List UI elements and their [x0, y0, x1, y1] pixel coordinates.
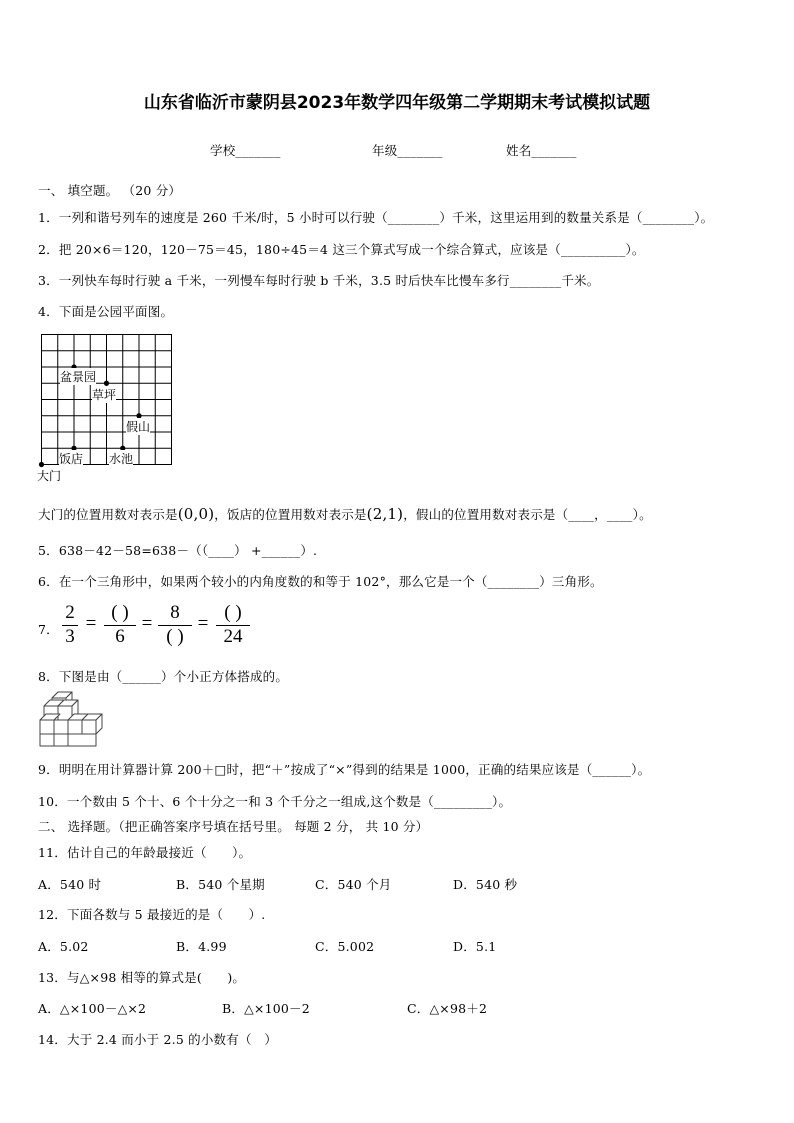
q12-option-d: D．5.1: [453, 939, 497, 954]
question-7-label: 7．: [38, 622, 59, 637]
q13-option-b: B．△×100－2: [222, 1001, 310, 1016]
frac1-numerator: 2: [65, 602, 75, 623]
q4-pair-gate: (0,0): [177, 505, 215, 523]
equals-1: =: [85, 613, 97, 634]
map-label-restaurant: 饭店: [59, 452, 84, 466]
name-field: 姓名_______: [506, 143, 577, 158]
equals-3: =: [197, 613, 209, 634]
q12-option-b: B．4.99: [176, 939, 227, 954]
question-6: 6．在一个三角形中，如果两个较小的内角度数的和等于 102°，那么它是一个（________）三角形。: [38, 574, 603, 589]
question-13: 13．与△×98 相等的算式是( )。: [38, 970, 246, 985]
map-label-bonsai: 盆景园: [60, 370, 97, 384]
page-title: 山东省临沂市蒙阴县2023年数学四年级第二学期期末考试模拟试题: [143, 93, 651, 113]
frac1-denominator: 3: [65, 626, 75, 647]
q4-text-mid: ，饭店的位置用数对表示是: [214, 507, 367, 522]
question-14: 14．大于 2.4 而小于 2.5 的小数有（ ）: [38, 1032, 278, 1047]
map-label-rockery: 假山: [126, 420, 151, 434]
frac2-numerator: ( ): [111, 602, 129, 623]
frac3-numerator: 8: [170, 602, 180, 623]
q13-option-c: C．△×98＋2: [407, 1001, 488, 1016]
q4-text-post: ，假山的位置用数对表示是（____，____）。: [403, 507, 652, 522]
q11-option-a: A．540 时: [38, 877, 102, 892]
q11-option-d: D．540 秒: [453, 877, 518, 892]
question-2: 2．把 20×6＝120，120－75＝45，180÷45＝4 这三个算式写成一个综合算式，应该是（__________）。: [38, 242, 645, 257]
map-label-lawn: 草坪: [92, 388, 117, 402]
frac4-denominator: 24: [223, 626, 243, 647]
section1-heading: 一、 填空题。 （20 分）: [38, 183, 182, 198]
q4-text-pre: 大门的位置用数对表示是: [38, 507, 178, 522]
map-label-gate: 大门: [37, 469, 62, 483]
question-12: 12．下面各数与 5 最接近的是（ ）.: [38, 907, 266, 922]
grade-field: 年级_______: [372, 143, 443, 158]
q12-option-a: A．5.02: [38, 939, 89, 954]
frac4-numerator: ( ): [224, 602, 242, 623]
q11-option-b: B．540 个星期: [176, 877, 265, 892]
question-10: 10．一个数由 5 个十、6 个十分之一和 3 个千分之一组成,这个数是（_________）。: [38, 794, 512, 809]
question-5: 5．638－42－58=638－（（____） +______）.: [38, 543, 318, 558]
park-map: [36, 332, 176, 482]
question-4: 4．下面是公园平面图。: [38, 304, 174, 319]
q13-option-a: A．△×100－△×2: [38, 1001, 147, 1016]
q11-option-c: C．540 个月: [315, 877, 392, 892]
school-field: 学校_______: [210, 143, 281, 158]
cube-stack-figure: [38, 690, 112, 750]
equals-2: =: [141, 613, 153, 634]
frac3-denominator: ( ): [166, 626, 184, 647]
question-3: 3．一列快车每时行驶 a 千米，一列慢车每时行驶 b 千米，3.5 时后快车比慢车多行________千米。: [38, 273, 600, 288]
question-11: 11．估计自己的年龄最接近（ ）。: [38, 845, 252, 860]
q12-option-c: C．5.002: [315, 939, 375, 954]
question-4-coordinates: [38, 505, 652, 523]
map-label-pool: 水池: [109, 452, 134, 466]
question-9: 9．明明在用计算器计算 200＋□时，把“＋”按成了“×”得到的结果是 1000，正确的结果应该是（______）。: [38, 762, 651, 777]
question-8: 8．下图是由（______）个小正方体搭成的。: [38, 669, 289, 684]
section2-heading: 二、 选择题。（把正确答案序号填在括号里。 每题 2 分， 共 10 分）: [38, 819, 429, 834]
q4-pair-restaurant: (2,1): [366, 505, 404, 523]
frac2-denominator: 6: [115, 626, 125, 647]
question-1: 1．一列和谐号列车的速度是 260 千米/时，5 小时可以行驶（________）千米，这里运用到的数量关系是（________）。: [38, 210, 714, 225]
